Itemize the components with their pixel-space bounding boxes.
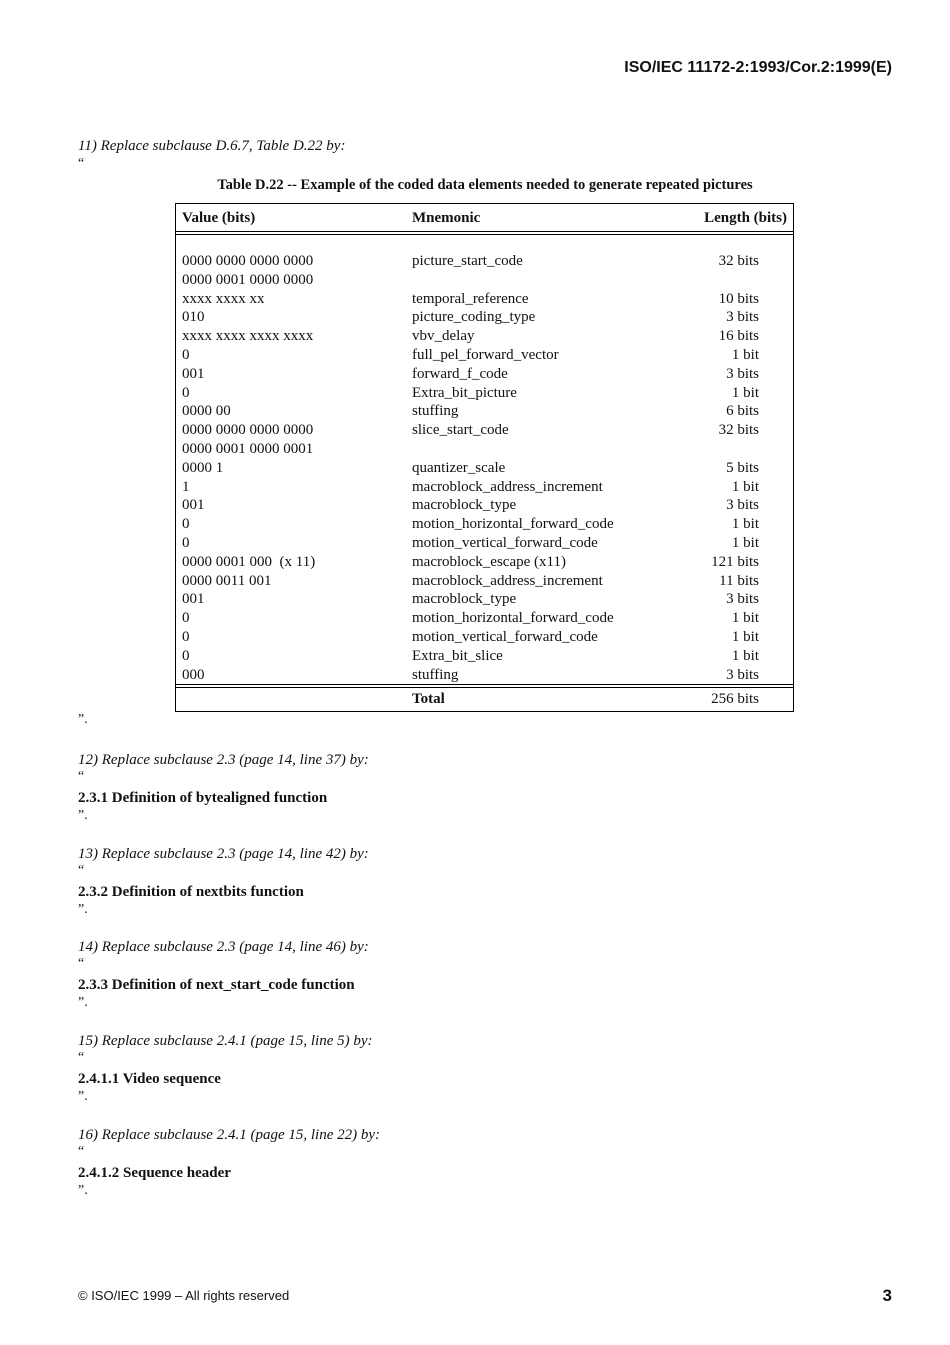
- subclause-heading: 2.4.1.2 Sequence header: [78, 1165, 231, 1181]
- table-body: [176, 252, 793, 684]
- length-cell: 1 bit: [731, 534, 759, 551]
- table-row: [176, 327, 793, 346]
- table-row: [176, 590, 793, 609]
- length-cell: 5 bits: [726, 459, 759, 476]
- table-row: [176, 346, 793, 365]
- total-rule: [176, 687, 793, 688]
- table-row: [176, 666, 793, 685]
- value-cell: 0000 00: [182, 403, 231, 420]
- length-cell: 1 bit: [731, 628, 759, 645]
- value-cell: 0000 0001 0000 0001: [182, 440, 314, 457]
- table-row: [176, 609, 793, 628]
- item-11-close-quote: ”.: [78, 712, 88, 727]
- total-length: 256 bits: [711, 691, 759, 707]
- table-row: [176, 553, 793, 572]
- table-row: [176, 440, 793, 459]
- value-cell: 0: [182, 628, 190, 645]
- value-cell: 0000 1: [182, 459, 224, 476]
- subclause-heading: 2.3.1 Definition of bytealigned function: [78, 790, 328, 806]
- header-length: Length (bits): [704, 210, 787, 226]
- value-cell: 000: [182, 666, 205, 683]
- item-11-instruction: 11) Replace subclause D.6.7, Table D.22 by:: [78, 138, 346, 154]
- table-row: [176, 365, 793, 384]
- header-value: Value (bits): [182, 210, 256, 226]
- table-row: [176, 647, 793, 666]
- close-quote: ”.: [78, 1183, 88, 1198]
- table-caption: Table D.22 -- Example of the coded data elements needed to generate repeated pictures: [217, 177, 753, 193]
- table-row: [176, 496, 793, 515]
- table-row: [176, 271, 793, 290]
- length-cell: 1 bit: [731, 610, 759, 627]
- length-cell: 121 bits: [711, 553, 759, 570]
- total-label: Total: [412, 691, 445, 707]
- mnemonic-cell: slice_start_code: [412, 422, 509, 439]
- open-quote: “: [78, 1144, 85, 1159]
- mnemonic-cell: stuffing: [412, 403, 459, 420]
- mnemonic-cell: vbv_delay: [412, 328, 475, 345]
- copyright-footer: © ISO/IEC 1999 – All rights reserved: [78, 1288, 290, 1303]
- mnemonic-cell: macroblock_address_increment: [412, 572, 603, 589]
- value-cell: 001: [182, 497, 205, 514]
- value-cell: 0000 0000 0000 0000: [182, 253, 314, 269]
- open-quote: “: [78, 1050, 85, 1065]
- amendment-instruction: 13) Replace subclause 2.3 (page 14, line 42) by:: [78, 846, 369, 862]
- value-cell: 1: [182, 478, 190, 495]
- table-row: [176, 308, 793, 327]
- open-quote: “: [78, 863, 85, 878]
- close-quote: ”.: [78, 1089, 88, 1104]
- amendment-instruction: 15) Replace subclause 2.4.1 (page 15, line 5) by:: [78, 1033, 373, 1049]
- table-row: [176, 515, 793, 534]
- header-rule: [176, 231, 793, 232]
- mnemonic-cell: motion_vertical_forward_code: [412, 534, 598, 551]
- value-cell: 0: [182, 346, 190, 363]
- value-cell: 0000 0000 0000 0000: [182, 422, 314, 439]
- table-row: [176, 252, 793, 271]
- subclause-heading: 2.4.1.1 Video sequence: [78, 1071, 221, 1087]
- length-cell: 3 bits: [726, 309, 759, 326]
- amendment-instruction: 16) Replace subclause 2.4.1 (page 15, line 22) by:: [78, 1127, 380, 1143]
- value-cell: 0000 0011 001: [182, 572, 272, 589]
- value-cell: 0000 0001 000 (x 11): [182, 553, 316, 570]
- mnemonic-cell: temporal_reference: [412, 290, 529, 307]
- mnemonic-cell: stuffing: [412, 666, 459, 683]
- open-quote: “: [78, 956, 85, 971]
- length-cell: 1 bit: [731, 478, 759, 495]
- value-cell: 0000 0001 0000 0000: [182, 271, 314, 288]
- value-cell: 001: [182, 365, 205, 382]
- length-cell: 1 bit: [731, 384, 759, 401]
- mnemonic-cell: full_pel_forward_vector: [412, 346, 559, 363]
- subclause-heading: 2.3.2 Definition of nextbits function: [78, 884, 304, 900]
- length-cell: 32 bits: [718, 253, 759, 269]
- mnemonic-cell: picture_start_code: [412, 253, 523, 269]
- value-cell: 0: [182, 534, 190, 551]
- subclause-heading: 2.3.3 Definition of next_start_code function: [78, 977, 355, 993]
- open-quote: “: [78, 769, 85, 784]
- length-cell: 3 bits: [726, 666, 759, 683]
- mnemonic-cell: Extra_bit_slice: [412, 647, 503, 664]
- value-cell: xxxx xxxx xx: [182, 290, 265, 307]
- mnemonic-cell: Extra_bit_picture: [412, 384, 517, 401]
- length-cell: 1 bit: [731, 516, 759, 533]
- amendment-instruction: 14) Replace subclause 2.3 (page 14, line 46) by:: [78, 939, 369, 955]
- length-cell: 10 bits: [718, 290, 759, 307]
- value-cell: 0: [182, 516, 190, 533]
- length-cell: 3 bits: [726, 365, 759, 382]
- mnemonic-cell: forward_f_code: [412, 365, 508, 382]
- table-row: [176, 384, 793, 403]
- length-cell: 1 bit: [731, 346, 759, 363]
- table-row: [176, 534, 793, 553]
- mnemonic-cell: macroblock_type: [412, 497, 517, 514]
- length-cell: 6 bits: [726, 403, 759, 420]
- length-cell: 32 bits: [718, 422, 759, 439]
- table-row: [176, 402, 793, 421]
- mnemonic-cell: macroblock_escape (x11): [412, 553, 566, 570]
- table-row: [176, 459, 793, 478]
- header-rule: [176, 234, 793, 235]
- table-d22: [175, 203, 794, 712]
- table-row: [176, 421, 793, 440]
- table-row: [176, 478, 793, 497]
- close-quote: ”.: [78, 995, 88, 1010]
- item-11-open-quote: “: [78, 156, 85, 171]
- value-cell: 001: [182, 591, 205, 608]
- total-rule: [176, 684, 793, 685]
- table-row: [176, 628, 793, 647]
- length-cell: 1 bit: [731, 647, 759, 664]
- mnemonic-cell: macroblock_address_increment: [412, 478, 603, 495]
- mnemonic-cell: picture_coding_type: [412, 309, 536, 326]
- mnemonic-cell: motion_vertical_forward_code: [412, 628, 598, 645]
- document-id-header: ISO/IEC 11172-2:1993/Cor.2:1999(E): [624, 59, 892, 76]
- value-cell: xxxx xxxx xxxx xxxx: [182, 328, 314, 345]
- table-row: [176, 290, 793, 309]
- page-number: 3: [882, 1286, 892, 1305]
- mnemonic-cell: macroblock_type: [412, 591, 517, 608]
- amendment-instruction: 12) Replace subclause 2.3 (page 14, line 37) by:: [78, 752, 369, 768]
- mnemonic-cell: motion_horizontal_forward_code: [412, 610, 614, 627]
- value-cell: 0: [182, 610, 190, 627]
- value-cell: 0: [182, 384, 190, 401]
- mnemonic-cell: quantizer_scale: [412, 459, 506, 476]
- header-mnemonic: Mnemonic: [412, 210, 481, 226]
- value-cell: 010: [182, 309, 205, 326]
- length-cell: 3 bits: [726, 591, 759, 608]
- value-cell: 0: [182, 647, 190, 664]
- close-quote: ”.: [78, 808, 88, 823]
- length-cell: 3 bits: [726, 497, 759, 514]
- length-cell: 11 bits: [719, 572, 759, 589]
- length-cell: 16 bits: [718, 328, 759, 345]
- close-quote: ”.: [78, 902, 88, 917]
- table-row: [176, 572, 793, 591]
- mnemonic-cell: motion_horizontal_forward_code: [412, 516, 614, 533]
